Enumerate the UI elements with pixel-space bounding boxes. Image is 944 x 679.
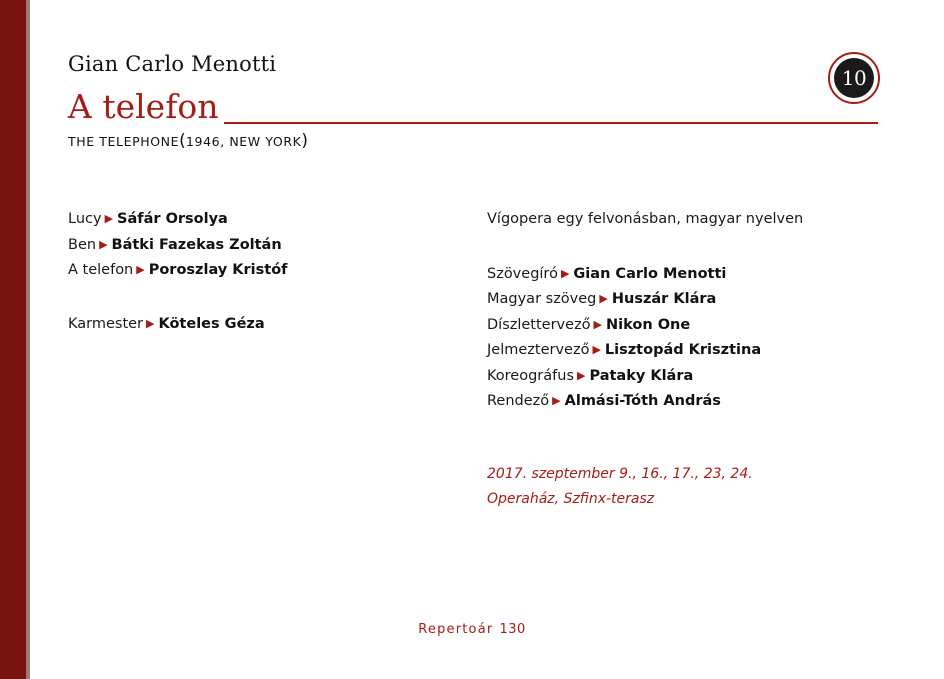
paren-close: ) (301, 131, 309, 151)
left-edge-shadow (26, 0, 30, 679)
credit-row (487, 287, 887, 313)
credit-role: Szövegíró (487, 265, 558, 282)
performance-dates (487, 462, 753, 512)
section-number: 10 (834, 58, 874, 98)
triangle-icon: ▶ (599, 292, 608, 305)
conductor-row (68, 312, 448, 338)
conductor-role: Karmester (68, 315, 144, 332)
credit-person: Almási-Tóth András (564, 393, 721, 409)
left-edge-band (0, 0, 26, 679)
composer-name: Gian Carlo Menotti (68, 52, 277, 76)
triangle-icon: ▶ (593, 317, 603, 331)
credit-person: Pataky Klára (589, 367, 694, 384)
triangle-icon: ▶ (560, 266, 570, 280)
credit-person: Nikon One (606, 316, 691, 333)
spacer (68, 284, 448, 312)
cast-row (68, 207, 448, 233)
credit-row (487, 338, 887, 364)
cast-row (68, 258, 448, 284)
footer-section-label: Repertоár (418, 622, 494, 637)
section-number-badge (828, 52, 880, 104)
triangle-icon: ▶ (552, 394, 561, 407)
credit-role: Rendező (487, 393, 550, 409)
credit-person: Gian Carlo Menotti (573, 265, 727, 282)
credit-row (487, 364, 887, 390)
footer-page-number: 130 (499, 622, 526, 637)
work-description: Vígopera egy felvonásban, magyar nyelven (487, 211, 804, 227)
credit-role: Magyar szöveg (487, 291, 597, 307)
credit-role: Koreográfus (487, 367, 574, 384)
conductor-person: Köteles Géza (158, 315, 265, 332)
title-rule (224, 122, 878, 124)
page-title: A telefon (68, 87, 219, 126)
triangle-icon: ▶ (99, 237, 108, 251)
triangle-icon: ▶ (577, 368, 586, 382)
paren-open: ( (179, 131, 186, 151)
triangle-icon: ▶ (104, 212, 114, 225)
title-wrapper (68, 88, 222, 126)
premiere-info: 1946, NEW YORK (185, 134, 302, 149)
cast-person: Poroszlay Kristóf (148, 262, 288, 278)
credit-person: Lisztopád Krisztina (604, 342, 762, 358)
cast-role: A telefon (68, 262, 134, 278)
triangle-icon: ▶ (146, 316, 155, 330)
triangle-icon: ▶ (592, 343, 601, 356)
cast-role: Lucy (68, 211, 102, 227)
credit-role: Díszlettervező (487, 316, 591, 333)
performance-dates-line: 2017. szeptember 9., 16., 17., 23, 24. (487, 466, 753, 482)
original-title-text: THE TELEPHONE (68, 134, 180, 149)
credit-row (487, 313, 887, 339)
cast-person: Bátki Fazekas Zoltán (111, 236, 282, 253)
credit-role: Jelmeztervező (487, 342, 590, 358)
credit-person: Huszár Klára (611, 291, 717, 307)
cast-column (68, 207, 448, 337)
credit-row (487, 262, 887, 288)
credit-row (487, 389, 887, 415)
page-footer (0, 622, 944, 637)
original-title (68, 131, 308, 151)
cast-person: Sáfár Orsolya (117, 211, 228, 227)
title-row (68, 88, 878, 128)
performance-venue: Operaház, Szfinx-terasz (487, 491, 655, 507)
credits-list (487, 262, 887, 415)
cast-role: Ben (68, 236, 97, 253)
triangle-icon: ▶ (136, 263, 145, 276)
cast-row (68, 233, 448, 259)
credits-column (487, 207, 887, 415)
